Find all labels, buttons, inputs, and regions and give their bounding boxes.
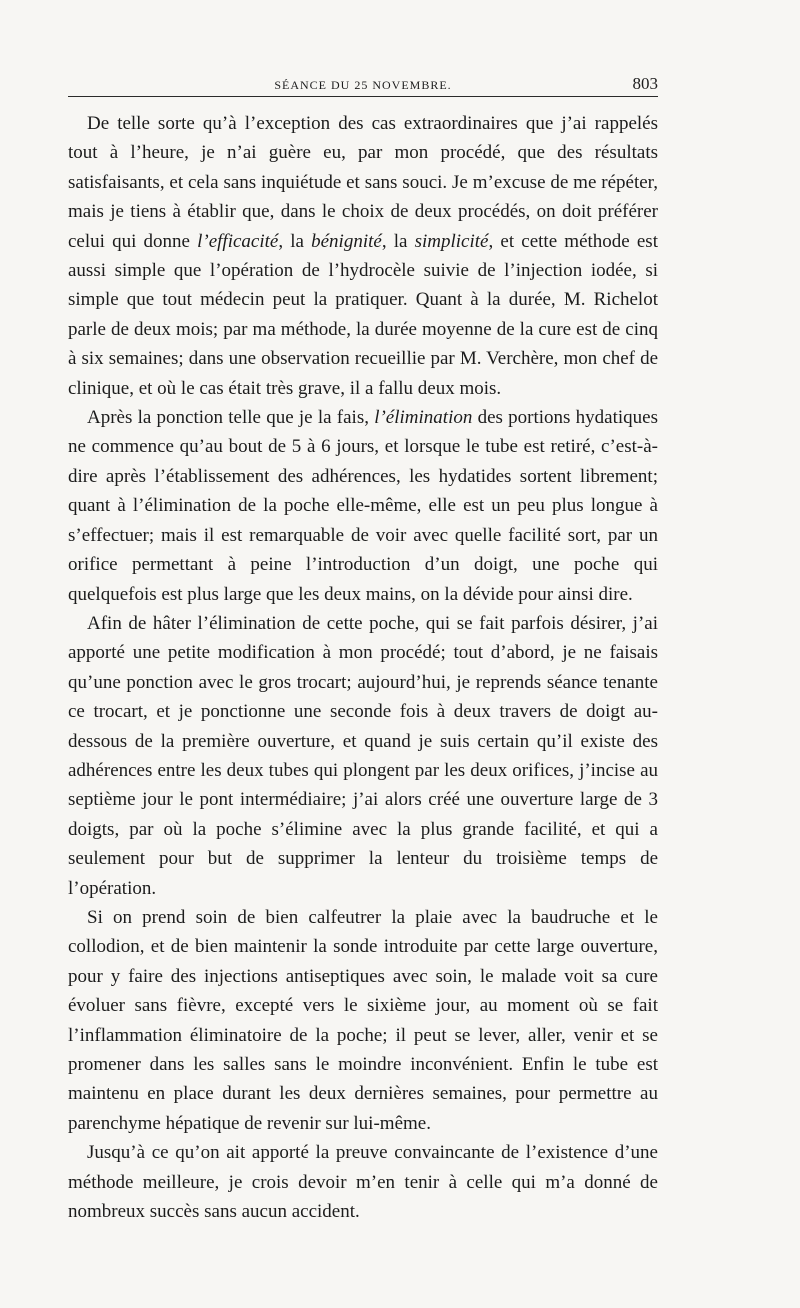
text-run: des portions hydatiques ne commence qu’au bout de 5 à 6 jours, et lorsque le tube est retiré, c’est-à-dire après l’établissement des adhérences, les hydatides sortent librement; quant à l’élimination de la poche elle-même, elle est un peu plus longue à s’effectuer; mais il est remarquable de voir avec quelle facilité sort, par un orifice permettant à peine l’introduction d’un doigt, une poche qui quelquefois est plus large que les deux mains, on la dévide pour ainsi dire. [68, 407, 658, 605]
italic-term: l’efficacité [197, 230, 279, 252]
text-run: Afin de hâter l’élimination de cette poche, qui se fait parfois désirer, j’ai apporté une petite modification à mon procédé; tout d’abord, je ne faisais qu’une ponction avec le gros trocart; aujourd’hui, je reprends séance tenante ce trocart, et je ponctionne une seconde fois à deux travers de doigt au-dessous de la première ouverture, et quand je suis certain qu’il existe des adhérences entre les deux tubes qui plongent par les deux orifices, j’incise au septième jour le pont intermédiaire; j’ai alors créé une ouverture large de 3 doigts, par où la poche s’élimine avec la plus grande facilité, et qui a seulement pour but de supprimer la lenteur du troisième temps de l’opération. [68, 612, 658, 899]
text-run: Après la ponction telle que je la fais, [87, 407, 375, 429]
body-text [68, 109, 658, 1226]
running-header [68, 60, 658, 97]
text-run: , la [381, 230, 415, 252]
paragraph-3 [68, 609, 658, 903]
paragraph-2 [68, 403, 658, 609]
text-run: , la [278, 230, 312, 252]
paragraph-1 [68, 109, 658, 403]
paragraph-5 [68, 1138, 658, 1226]
italic-term: bénignité [311, 230, 382, 252]
paragraph-4 [68, 903, 658, 1138]
italic-term: simplicité [414, 230, 489, 252]
text-run: Si on prend soin de bien calfeutrer la plaie avec la baudruche et le collodion, et de bien maintenir la sonde introduite par cette large ouverture, pour y faire des injections antiseptiques avec soin, le malade voit sa cure évoluer sans fièvre, excepté vers le sixième jour, au moment où se fait l’inflammation éliminatoire de la poche; il peut se lever, aller, venir et se promener dans les salles sans le moindre inconvénient. Enfin le tube est maintenu en place durant les deux dernières semaines, pour permettre au parenchyme hépatique de revenir sur lui-même. [68, 906, 658, 1134]
book-page [68, 60, 658, 1226]
italic-term: l’élimination [374, 407, 473, 429]
running-title: SÉANCE DU 25 NOVEMBRE. [274, 78, 452, 92]
text-run: Jusqu’à ce qu’on ait apporté la preuve convaincante de l’existence d’une méthode meilleure, je crois devoir m’en tenir à celle qui m’a donné de nombreux succès sans aucun accident. [68, 1142, 658, 1223]
text-run: , et cette méthode est aussi simple que l’opération de l’hydrocèle suivie de l’injection iodée, si simple que tout médecin peut la pratiquer. Quant à la durée, M. Richelot parle de deux mois; par ma méthode, la durée moyenne de la cure est de cinq à six semaines; dans une observation recueillie par M. Verchère, mon chef de clinique, et où le cas était très grave, il a fallu deux mois. [68, 230, 658, 399]
text-run: De telle sorte qu’à l’exception des cas extraordinaires que j’ai rappelés tout à l’heure, je n’ai guère eu, par mon procédé, que des résultats satisfaisants, et cela sans inquiétude et sans souci. Je m’excuse de me répéter, mais je tiens à établir que, dans le choix de deux procédés, on doit préférer celui qui donne [68, 113, 658, 252]
page-number: 803 [632, 74, 658, 93]
